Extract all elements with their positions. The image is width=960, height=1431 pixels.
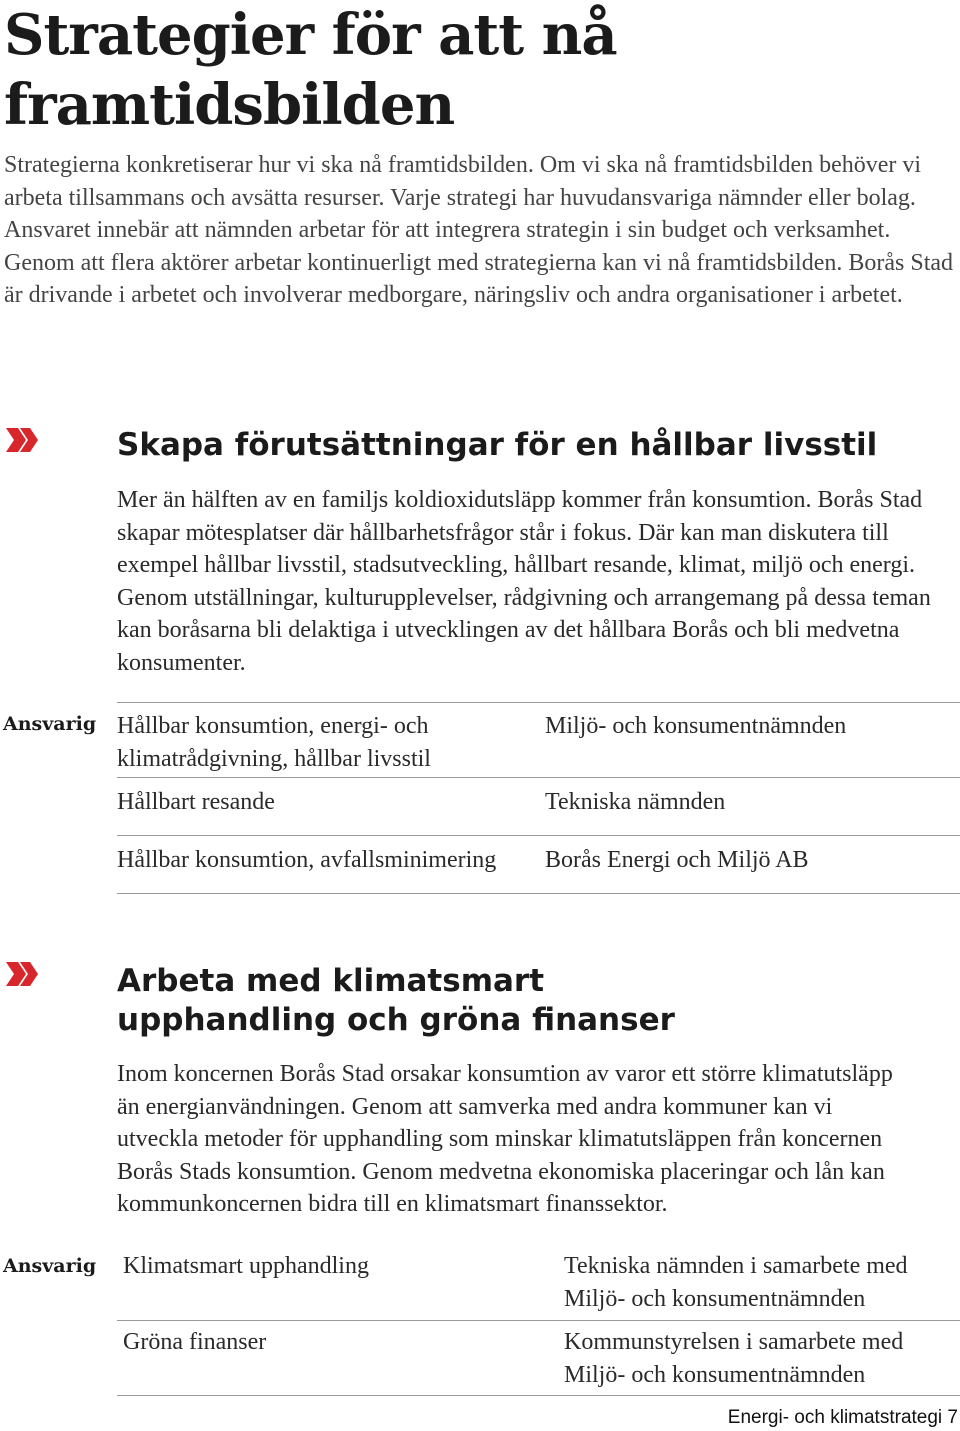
table-row (117, 1321, 960, 1396)
table-row (117, 1245, 960, 1321)
responsible-owner: Tekniska nämnden i samarbete med Miljö- och konsumentnämnden (564, 1253, 908, 1312)
section-title: Arbeta med klimatsmart upphandling och gröna finanser (117, 963, 675, 1038)
responsible-owner: Tekniska nämnden (545, 789, 726, 815)
responsibility-area: Hållbart resande (117, 789, 275, 815)
responsible-owner: Borås Energi och Miljö AB (545, 847, 809, 873)
responsibility-area: Klimatsmart upphandling (123, 1253, 369, 1279)
responsible-label: Ansvarig (3, 1255, 97, 1277)
responsible-owner: Miljö- och konsumentnämnden (545, 713, 847, 739)
double-chevron-right-icon (4, 960, 44, 988)
intro-paragraph: Strategierna konkretiserar hur vi ska nå framtidsbilden. Om vi ska nå framtidsbilden behöver vi arbeta tillsammans och avsätta resurser. Varje strategi har huvudansvariga nämnder eller bolag. Ansvaret innebär att nämnden arbetar för att integrera strategin i sin budget och verksamhet. Genom att flera aktörer arbetar kontinuerligt med strategierna kan vi nå framtidsbilden. Borås Stad är drivande i arbetet och involverar medborgare, näringsliv och andra organisationer i arbetet. (4, 152, 954, 308)
responsibility-area: Hållbar konsumtion, avfallsminimering (117, 847, 497, 873)
responsibility-table (117, 702, 960, 894)
section-title: Skapa förutsättningar för en hållbar livsstil (117, 427, 878, 463)
responsible-label: Ansvarig (3, 713, 97, 735)
responsibility-table (117, 1245, 960, 1396)
table-row (117, 703, 960, 778)
section-body: Inom koncernen Borås Stad orsakar konsumtion av varor ett större klimatutsläpp än energianvändningen. Genom att samverka med andra kommuner kan vi utveckla metoder för upphandling som minskar klimatutsläppen från koncernen Borås Stads konsumtion. Genom medvetna ekonomiska placeringar och lån kan kommunkoncernen bidra till en klimatsmart finanssektor. (117, 1061, 893, 1217)
responsibility-area: Gröna finanser (123, 1329, 267, 1355)
table-row (117, 778, 960, 836)
table-row (117, 836, 960, 894)
double-chevron-right-icon (4, 426, 44, 454)
page-title: Strategier för att nå framtidsbilden (4, 2, 617, 138)
page-footer: Energi- och klimatstrategi 7 (727, 1407, 958, 1428)
responsibility-area: Hållbar konsumtion, energi- och klimatrådgivning, hållbar livsstil (117, 713, 431, 772)
section-body: Mer än hälften av en familjs koldioxidutsläpp kommer från konsumtion. Borås Stad skapar mötesplatser där hållbarhetsfrågor står i fokus. Där kan man diskutera till exempel hållbar livsstil, stadsutveckling, hållbart resande, klimat, miljö och energi. Genom utställningar, kulturupplevelser, rådgivning och arrangemang på dessa teman kan boråsarna bli delaktiga i utvecklingen av det hållbara Borås och bli medvetna konsumenter. (117, 487, 931, 676)
responsible-owner: Kommunstyrelsen i samarbete med Miljö- och konsumentnämnden (564, 1329, 904, 1388)
